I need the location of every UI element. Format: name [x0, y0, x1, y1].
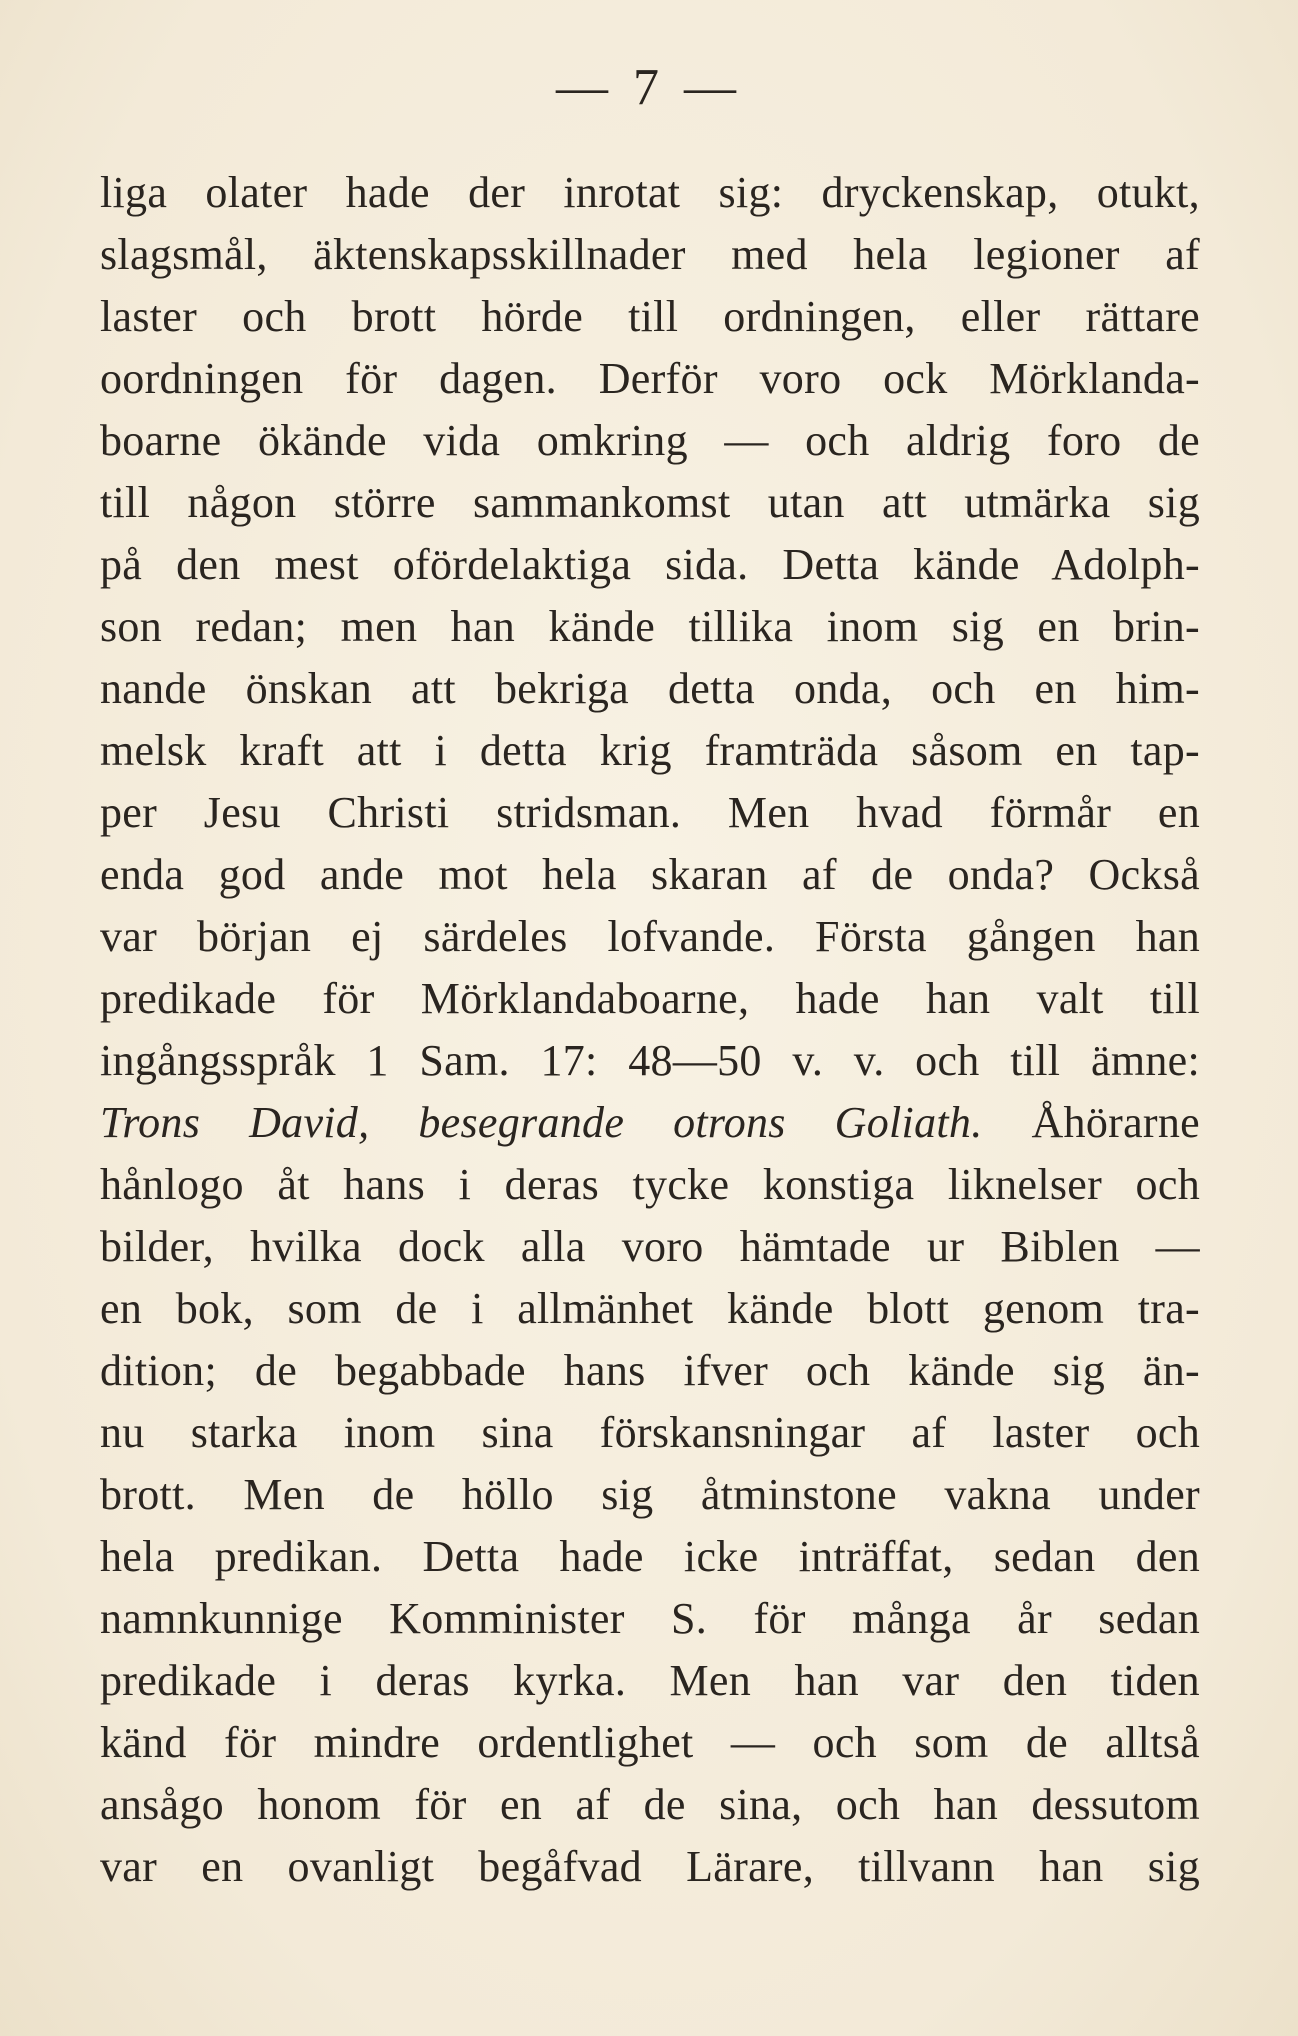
text-line: på den mest ofördelaktiga sida. Detta kände Adolph- [100, 540, 1200, 589]
text-line: känd för mindre ordentlighet — och som de alltså [100, 1718, 1200, 1767]
text-line: dition; de begabbade hans ifver och kände sig än- [100, 1346, 1200, 1395]
text-line: nu starka inom sina förskansningar af laster och [100, 1408, 1200, 1457]
text-line: en bok, som de i allmänhet kände blott genom tra- [100, 1284, 1200, 1333]
italic-title: Trons David, besegrande otrons Goliath. [100, 1098, 983, 1147]
body-text [100, 162, 1200, 1898]
text-line: enda god ande mot hela skaran af de onda? Också [100, 850, 1200, 899]
text-line: predikade i deras kyrka. Men han var den tiden [100, 1656, 1200, 1705]
page-number: — 7 — [556, 59, 742, 116]
text-line: bilder, hvilka dock alla voro hämtade ur Biblen — [100, 1222, 1200, 1271]
text-line: boarne ökände vida omkring — och aldrig foro de [100, 416, 1200, 465]
text-line: predikade för Mörklandaboarne, hade han valt till [100, 974, 1200, 1023]
text-line: per Jesu Christi stridsman. Men hvad förmår en [100, 788, 1200, 837]
text-line: laster och brott hörde till ordningen, eller rättare [100, 292, 1200, 341]
text-line: var en ovanligt begåfvad Lärare, tillvann han sig [100, 1842, 1200, 1891]
text-line: var början ej särdeles lofvande. Första gången han [100, 912, 1200, 961]
text-line: ingångsspråk 1 Sam. 17: 48—50 v. v. och till ämne: [100, 1036, 1200, 1085]
text-line: namnkunnige Komminister S. för många år sedan [100, 1594, 1200, 1643]
text-line: ansågo honom för en af de sina, och han dessutom [100, 1780, 1200, 1829]
text-line: hela predikan. Detta hade icke inträffat, sedan den [100, 1532, 1200, 1581]
text-line: nande önskan att bekriga detta onda, och en him- [100, 664, 1200, 713]
text-line: brott. Men de höllo sig åtminstone vakna under [100, 1470, 1200, 1519]
text-line: liga olater hade der inrotat sig: dryckenskap, otukt, [100, 168, 1200, 217]
text-line: melsk kraft att i detta krig framträda såsom en tap- [100, 726, 1200, 775]
text-line: till någon större sammankomst utan att utmärka sig [100, 478, 1200, 527]
text-line-rest: Åhörarne [1031, 1098, 1200, 1147]
text-line: oordningen för dagen. Derför voro ock Mörklanda- [100, 354, 1200, 403]
text-line: slagsmål, äktenskapsskillnader med hela legioner af [100, 230, 1200, 279]
text-line: son redan; men han kände tillika inom sig en brin- [100, 602, 1200, 651]
text-line-italic [100, 1092, 1200, 1154]
text-line: hånlogo åt hans i deras tycke konstiga liknelser och [100, 1160, 1200, 1209]
